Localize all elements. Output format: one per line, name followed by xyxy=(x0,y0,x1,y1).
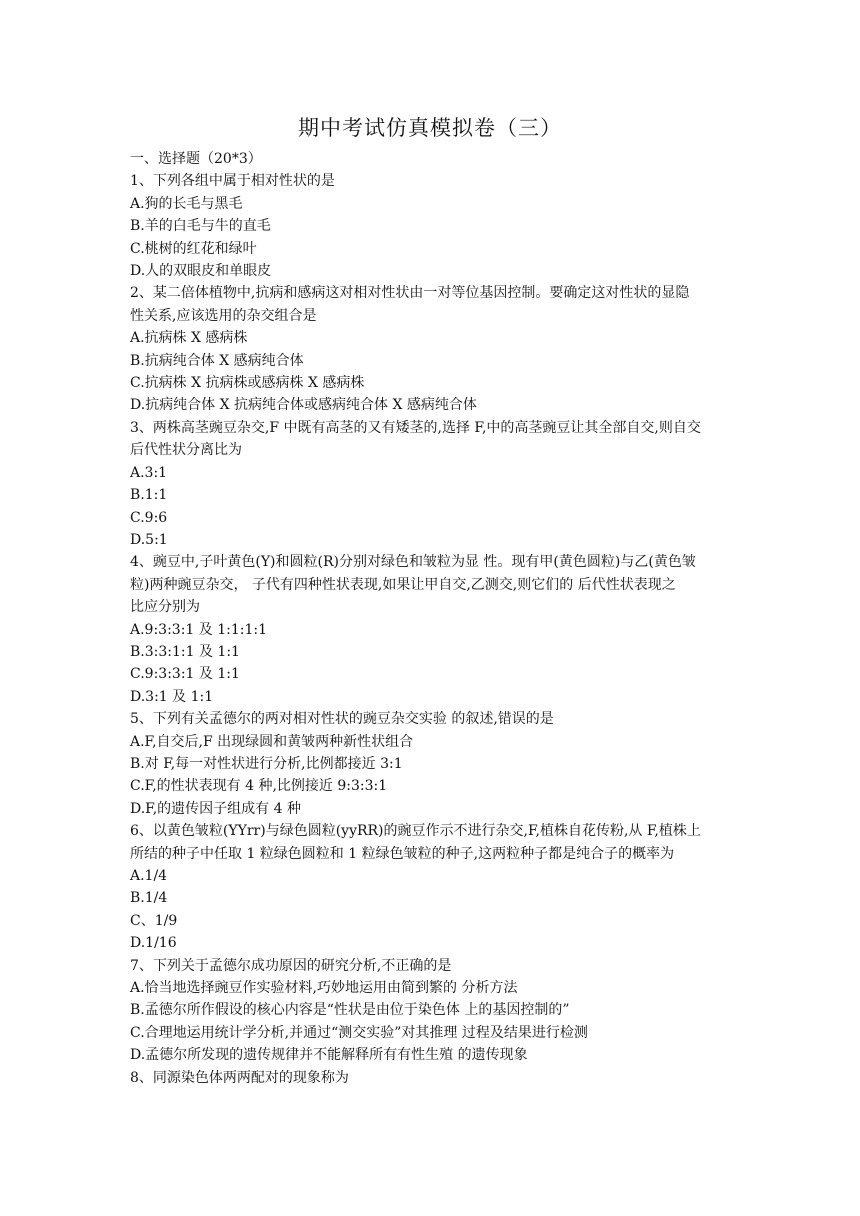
text-line: C、1/9 xyxy=(130,912,178,929)
text-line: 4、豌豆中,子叶黄色(Y)和圆粒(R)分别对绿色和皱粒为显 性。现有甲(黄色圆粒)与乙(黄色皱 xyxy=(130,554,696,571)
text-line: B.1/4 xyxy=(130,890,168,907)
text-line: B.3:3:1:1 及 1:1 xyxy=(130,643,240,660)
text-line: 所结的种子中任取 1 粒绿色圆粒和 1 粒绿色皱粒的种子,这两粒种子都是纯合子的概率为 xyxy=(130,845,675,862)
text-line: B.抗病纯合体 X 感病纯合体 xyxy=(130,352,304,369)
text-line: A.恰当地选择豌豆作实验材料,巧妙地运用由简到繁的 分析方法 xyxy=(130,980,518,997)
text-line: C.抗病株 X 抗病株或感病株 X 感病株 xyxy=(130,375,365,392)
text-line: 一、选择题（20*3） xyxy=(130,151,262,167)
text-line: 性关系,应该选用的杂交组合是 xyxy=(130,307,317,324)
text-line: C.F,的性状表现有 4 种,比例接近 9:3:3:1 xyxy=(130,778,388,795)
text-line: B.孟德尔所作假设的核心内容是“性状是由位于染色体 上的基因控制的” xyxy=(130,1002,570,1019)
text-line: 8、同源染色体两两配对的现象称为 xyxy=(130,1069,349,1086)
text-line: A.9:3:3:1 及 1:1:1:1 xyxy=(130,621,268,638)
text-line: A.1/4 xyxy=(130,868,168,884)
text-line: B.1:1 xyxy=(130,487,168,504)
text-line: 5、下列有关孟德尔的两对相对性状的豌豆杂交实验 的叙述,错误的是 xyxy=(130,711,554,728)
text-line: A.F,自交后,F 出现绿圆和黄皱两种新性状组合 xyxy=(130,733,414,750)
text-line: C.合理地运用统计学分析,并通过“测交实验”对其推理 过程及结果进行检测 xyxy=(130,1024,588,1041)
text-line: 6、以黄色皱粒(YYrr)与绿色圆粒(yyRR)的豌豆作示不进行杂交,F,植株自花传粉,从 F,植株上 xyxy=(130,823,701,840)
text-line: D.抗病纯合体 X 抗病纯合体或感病纯合体 X 感病纯合体 xyxy=(130,397,477,414)
text-line: B.羊的白毛与牛的直毛 xyxy=(130,218,271,235)
text-line: 1、下列各组中属于相对性状的是 xyxy=(130,173,335,190)
text-line: D.F,的遗传因子组成有 4 种 xyxy=(130,800,301,817)
text-line: A.狗的长毛与黑毛 xyxy=(130,195,243,212)
text-line: D.1/16 xyxy=(130,935,177,952)
text-line: D.3:1 及 1:1 xyxy=(130,688,214,705)
question-content xyxy=(130,148,732,1089)
text-line: B.对 F,每一对性状进行分析,比例都接近 3:1 xyxy=(130,755,403,772)
text-line: C.9:3:3:1 及 1:1 xyxy=(130,666,240,683)
text-line: D.5:1 xyxy=(130,531,168,548)
text-line: C.桃树的红花和绿叶 xyxy=(130,240,257,257)
text-line: 2、某二倍体植物中,抗病和感病这对相对性状由一对等位基因控制。要确定这对性状的显隐 xyxy=(130,285,690,302)
text-line: A.3:1 xyxy=(130,464,168,481)
text-line: 粒)两种豌豆杂交， 子代有四种性状表现,如果让甲自交,乙测交,则它们的 后代性状表现之 xyxy=(130,576,676,593)
text-line: 比应分别为 xyxy=(130,599,200,616)
text-line: D.孟德尔所发现的遗传规律并不能解释所有有性生殖 的遗传现象 xyxy=(130,1047,528,1064)
text-line: A.抗病株 X 感病株 xyxy=(130,330,248,347)
page-title: 期中考试仿真模拟卷（三） xyxy=(298,116,562,140)
text-line: D.人的双眼皮和单眼皮 xyxy=(130,263,272,280)
text-line: C.9:6 xyxy=(130,509,168,526)
text-line: 7、下列关于孟德尔成功原因的研究分析,不正确的是 xyxy=(130,957,452,974)
text-line: 后代性状分离比为 xyxy=(130,442,242,459)
text-line: 3、两株高茎豌豆杂交,F 中既有高茎的又有矮茎的,选择 F,中的高茎豌豆让其全部自交,则自交 xyxy=(130,419,701,436)
